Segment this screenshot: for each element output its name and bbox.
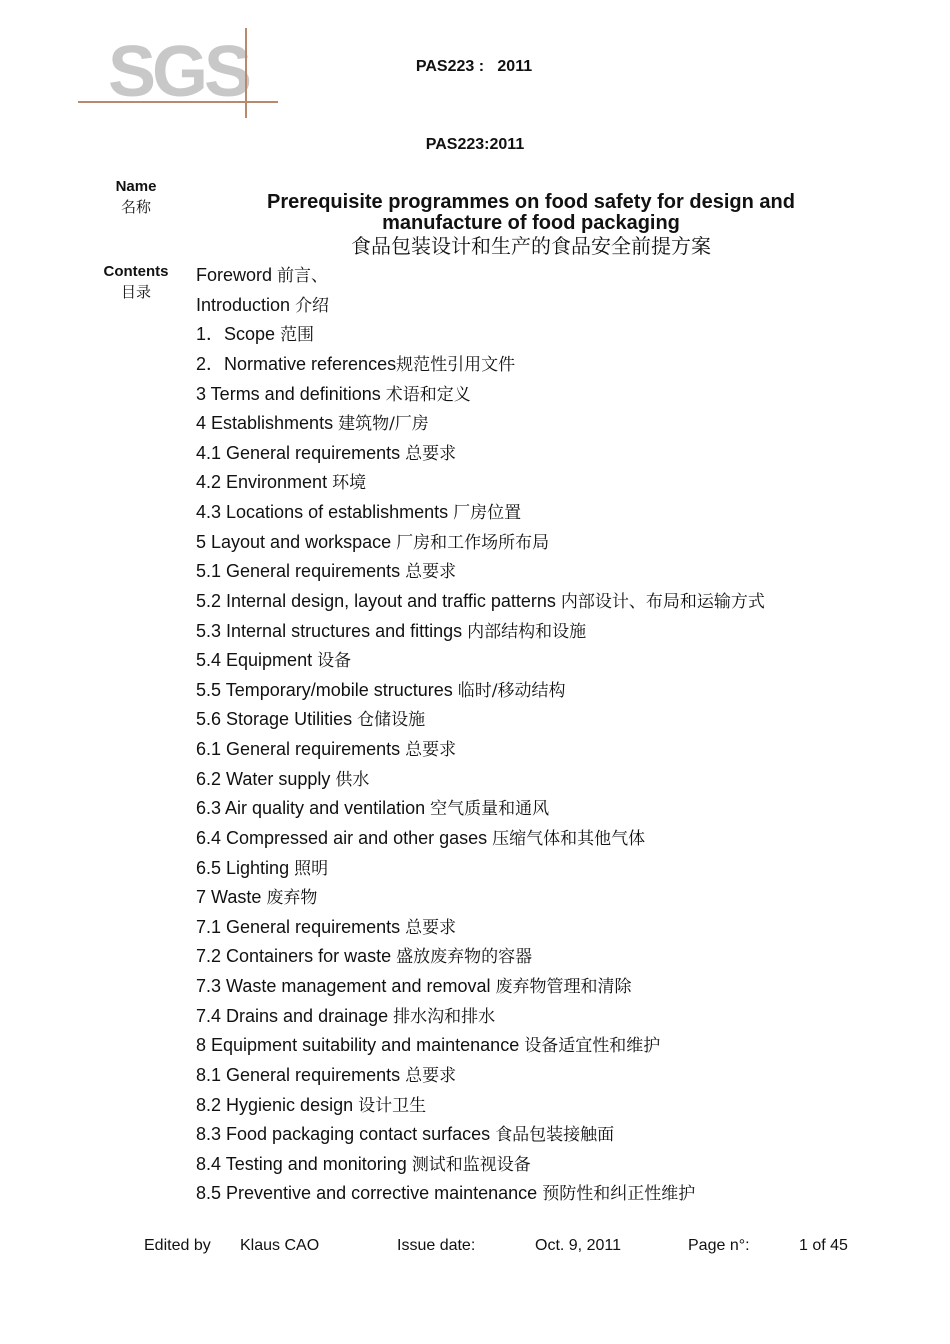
toc-entry-zh: 厂房和工作场所布局 (396, 532, 550, 553)
toc-entry (196, 617, 896, 647)
sgs-logo-text: SGS (108, 32, 249, 112)
toc-entry-zh: 供水 (335, 769, 370, 790)
toc-entry-en: 2．Normative references (196, 353, 397, 374)
toc-entry (196, 468, 896, 498)
toc-entry-en: 8.4 Testing and monitoring (196, 1153, 412, 1174)
toc-entry (196, 824, 896, 854)
toc-entry-en: 4.1 General requirements (196, 442, 406, 463)
toc-entry-en: 5.2 Internal design, layout and traffic patterns (196, 590, 561, 611)
toc-entry (196, 1179, 896, 1209)
table-of-contents (196, 261, 896, 1209)
toc-entry (196, 409, 896, 439)
toc-entry-en: 8.5 Preventive and corrective maintenance (196, 1183, 543, 1204)
toc-entry-en: 6.4 Compressed air and other gases (196, 827, 493, 848)
footer-page-value: 1 of 45 (799, 1237, 848, 1254)
footer-issue-date-label: Issue date: (397, 1237, 476, 1254)
toc-entry (196, 320, 896, 350)
toc-entry-zh: 设备适宜性和维护 (524, 1036, 661, 1057)
toc-entry-zh: 排水沟和排水 (393, 1006, 496, 1027)
footer-issue-date: Oct. 9, 2011 (535, 1237, 621, 1254)
toc-entry-zh: 测试和监视设备 (411, 1154, 531, 1175)
toc-entry-zh: 临时/移动结构 (457, 680, 566, 701)
toc-entry-zh: 照明 (294, 858, 329, 879)
document-code: PAS223:2011 (425, 136, 525, 153)
toc-entry-en: Foreword (196, 265, 278, 285)
name-label-zh: 名称 (120, 198, 151, 216)
toc-entry (196, 942, 896, 972)
toc-entry-en: 6.3 Air quality and ventilation (196, 798, 431, 819)
toc-entry-zh: 废弃物管理和清除 (495, 977, 632, 997)
toc-entry-en: 7.2 Containers for waste (196, 946, 397, 967)
contents-label (76, 263, 196, 303)
toc-entry-zh: 总要求 (405, 443, 457, 464)
toc-entry-en: 7.3 Waste management and removal (196, 976, 496, 996)
title-zh: 食品包装设计和生产的食品安全前提方案 (351, 234, 711, 258)
toc-entry (196, 528, 896, 558)
toc-entry (196, 380, 896, 410)
toc-entry-zh: 内部设计、布局和运输方式 (560, 591, 765, 612)
title-en-line2: manufacture of food packaging (382, 212, 680, 234)
toc-entry (196, 1150, 896, 1180)
footer-editor: Klaus CAO (240, 1237, 320, 1254)
toc-entry (196, 439, 896, 469)
toc-entry (196, 350, 896, 380)
toc-entry-zh: 厂房位置 (453, 503, 522, 523)
toc-entry-zh: 内部结构和设施 (467, 621, 587, 642)
toc-entry-zh: 预防性和纠正性维护 (542, 1184, 696, 1205)
toc-entry-zh: 范围 (280, 325, 315, 346)
toc-entry-en: 8 Equipment suitability and maintenance (196, 1035, 525, 1056)
toc-entry (196, 1002, 896, 1032)
toc-entry (196, 913, 896, 943)
toc-entry-en: 3 Terms and definitions (196, 383, 386, 404)
toc-entry-zh: 总要求 (405, 740, 457, 760)
toc-entry-en: 5.6 Storage Utilities (196, 709, 358, 730)
toc-entry (196, 1031, 896, 1061)
toc-entry-zh: 设备 (317, 651, 352, 672)
toc-entry-en: 5.5 Temporary/mobile structures (196, 679, 458, 700)
toc-entry (196, 972, 896, 1002)
toc-entry-en: 8.2 Hygienic design (196, 1094, 359, 1115)
toc-entry-en: Introduction (196, 294, 296, 315)
toc-entry-zh: 盛放废弃物的容器 (396, 947, 533, 968)
toc-entry-en: 6.5 Lighting (196, 857, 295, 878)
toc-entry-en: 5.4 Equipment (196, 650, 318, 671)
toc-entry-en: 5.3 Internal structures and fittings (196, 620, 468, 641)
toc-entry-en: 7.4 Drains and drainage (196, 1005, 394, 1026)
toc-entry-en: 8.3 Food packaging contact surfaces (196, 1124, 496, 1145)
toc-entry (196, 1091, 896, 1121)
toc-entry (196, 291, 896, 321)
toc-entry-zh: 总要求 (405, 917, 457, 938)
toc-entry-en: 1．Scope (196, 324, 281, 345)
toc-entry-en: 6.1 General requirements (196, 739, 406, 759)
toc-entry (196, 735, 896, 765)
toc-entry (196, 498, 896, 528)
footer-edited-by-label: Edited by (144, 1237, 211, 1254)
toc-entry-zh: 废弃物 (266, 888, 318, 909)
toc-entry (196, 705, 896, 735)
toc-entry-zh: 压缩气体和其他气体 (492, 828, 646, 849)
toc-entry-zh: 设计卫生 (358, 1095, 427, 1116)
contents-label-zh: 目录 (120, 283, 151, 301)
header-document-code: PAS223 : 2011 (415, 58, 533, 75)
toc-entry-zh: 空气质量和通风 (430, 799, 550, 820)
toc-entry-zh: 仓储设施 (357, 710, 426, 731)
toc-entry-en: 7 Waste (196, 887, 267, 908)
toc-entry-zh: 术语和定义 (385, 384, 471, 405)
toc-entry (196, 765, 896, 795)
page-footer (0, 1237, 950, 1259)
toc-entry-en: 5.1 General requirements (196, 561, 406, 582)
toc-entry (196, 854, 896, 884)
name-label-en: Name (115, 178, 157, 195)
title-en-line1: Prerequisite programmes on food safety for design and (267, 191, 795, 213)
toc-entry-zh: 介绍 (295, 295, 330, 316)
toc-entry (196, 1061, 896, 1091)
name-label (76, 178, 196, 218)
toc-entry-zh: 食品包装接触面 (495, 1125, 615, 1146)
toc-entry (196, 587, 896, 617)
toc-entry-zh: 环境 (332, 473, 367, 494)
toc-entry (196, 646, 896, 676)
toc-entry-en: 6.2 Water supply (196, 768, 336, 789)
toc-entry (196, 1120, 896, 1150)
toc-entry-zh: 总要求 (405, 1065, 457, 1086)
toc-entry-en: 8.1 General requirements (196, 1064, 406, 1085)
toc-entry (196, 676, 896, 706)
toc-entry-en: 4 Establishments (196, 413, 339, 434)
toc-entry-zh: 规范性引用文件 (396, 354, 516, 375)
footer-page-label: Page n°: (688, 1237, 750, 1254)
toc-entry (196, 261, 896, 291)
toc-entry (196, 557, 896, 587)
toc-entry-en: 5 Layout and workspace (196, 531, 397, 552)
toc-entry-zh: 前言、 (277, 266, 329, 286)
toc-entry (196, 794, 896, 824)
toc-entry-zh: 建筑物/厂房 (338, 414, 429, 435)
toc-entry-en: 7.1 General requirements (196, 916, 406, 937)
toc-entry-en: 4.3 Locations of establishments (196, 502, 454, 522)
contents-label-en: Contents (103, 263, 169, 280)
toc-entry (196, 883, 896, 913)
toc-entry-zh: 总要求 (405, 562, 457, 583)
toc-entry-en: 4.2 Environment (196, 472, 333, 493)
document-title (206, 192, 856, 258)
